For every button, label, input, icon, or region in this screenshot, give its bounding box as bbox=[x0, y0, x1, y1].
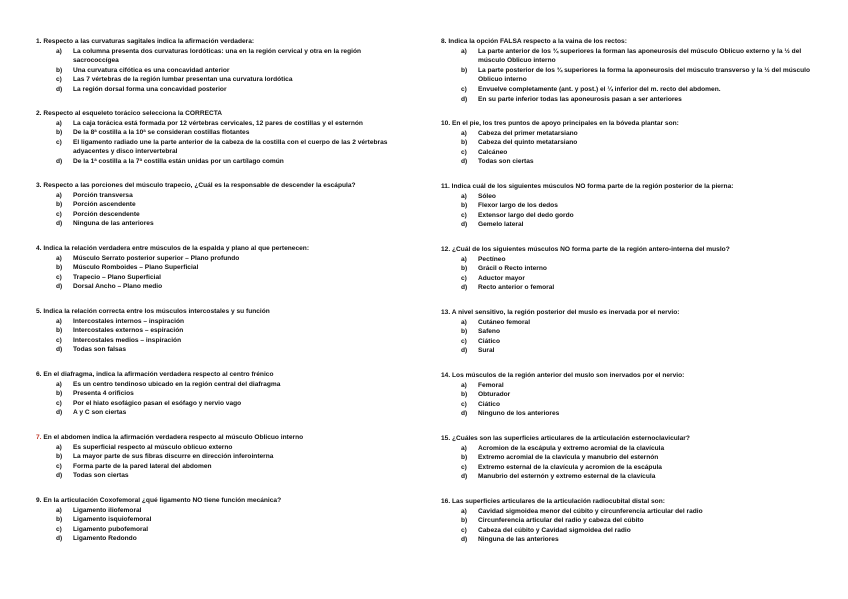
answer-option: d) Todas son ciertas bbox=[56, 472, 129, 480]
question-title: 10. En el pie, los tres puntos de apoyo principales en la bóveda plantar son: bbox=[441, 120, 679, 127]
answer-option: c) Calcáneo bbox=[461, 148, 508, 156]
question-text: Respecto al esqueleto torácico selecciona la CORRECTA bbox=[43, 110, 223, 117]
question-text: Respecto a las porciones del músculo trapecio, ¿Cuál es la responsable de descender la escápula? bbox=[43, 182, 356, 189]
answer-option: d) Dorsal Ancho – Plano medio bbox=[56, 283, 163, 291]
question-text: Respecto a las curvaturas sagitales indica la afirmación verdadera: bbox=[43, 38, 255, 45]
answer-option: b) Intercostales externos – espiración bbox=[56, 327, 184, 335]
answer-option: c) Aductor mayor bbox=[461, 274, 525, 282]
answer-option: c) Intercostales medios – inspiración bbox=[56, 336, 182, 344]
question-title: 14. Los músculos de la región anterior del muslo son inervados por el nervio: bbox=[441, 372, 685, 379]
answer-option: c) Cabeza del cúbito y Cavidad sigmoidea del radio bbox=[461, 526, 631, 534]
question-10 bbox=[441, 119, 819, 167]
answer-option: b) De la 8ª costilla a la 10ª se consideran costillas flotantes bbox=[56, 129, 250, 137]
answer-option: d) Todas son ciertas bbox=[461, 158, 534, 166]
answer-option: a) Músculo Serrato posterior superior – Plano profundo bbox=[56, 254, 240, 262]
question-title: 1. Respecto a las curvaturas sagitales indica la afirmación verdadera: bbox=[36, 38, 255, 45]
question-text: Indica la opción FALSA respecto a la vaina de los rectos: bbox=[448, 38, 627, 45]
answer-option: a) La caja torácica está formada por 12 vértebras cervicales, 12 pares de costillas y el esternón bbox=[56, 119, 363, 127]
answer-option: d) Ligamento Redondo bbox=[56, 535, 137, 543]
answer-option: b) Safeno bbox=[461, 328, 500, 336]
question-text: Indica la relación verdadera entre músculos de la espalda y plano al que pertenecen: bbox=[43, 245, 310, 252]
question-title: 7. En el abdomen indica la afirmación verdadera respecto al músculo Oblicuo interno bbox=[36, 434, 304, 441]
answer-option: b) Circunferencia articular del radio y cabeza del cúbito bbox=[461, 517, 644, 525]
question-text: Las superficies articulares de la articulación radiocubital distal son: bbox=[452, 498, 665, 505]
answer-option: b) Músculo Romboides – Plano Superficial bbox=[56, 264, 199, 272]
question-title: 3. Respecto a las porciones del músculo trapecio, ¿Cuál es la responsable de descender la escápula? bbox=[36, 182, 356, 189]
question-text: En el abdomen indica la afirmación verdadera respecto al músculo Oblicuo interno bbox=[43, 434, 304, 441]
question-15 bbox=[441, 434, 819, 482]
question-text: Indica cuál de los siguientes músculos NO forma parte de la región posterior de la pierna: bbox=[451, 183, 734, 190]
answer-option: b) Presenta 4 orificios bbox=[56, 390, 134, 398]
answer-option: a) Porción transversa bbox=[56, 191, 133, 199]
answer-option: a) La parte anterior de los ¾ superiores la forman las aponeurosis del músculo Oblicuo externo y la ½ del músculo Oblicuo interno bbox=[461, 47, 802, 65]
question-text: Los músculos de la región anterior del muslo son inervados por el nervio: bbox=[452, 372, 685, 379]
answer-option: d) En su parte inferior todas las aponeurosis pasan a ser anteriores bbox=[461, 95, 682, 103]
question-2 bbox=[36, 109, 408, 167]
answer-option: c) Extensor largo del dedo gordo bbox=[461, 211, 574, 219]
answer-option: d) La región dorsal forma una concavidad posterior bbox=[56, 85, 227, 93]
question-11 bbox=[441, 182, 819, 230]
answer-option: b) Extremo acromial de la clavícula y manubrio del esternón bbox=[461, 454, 659, 462]
answer-option: d) Ninguna de las anteriores bbox=[461, 536, 559, 544]
question-3 bbox=[36, 181, 408, 229]
answer-option: c) Trapecio – Plano Superficial bbox=[56, 273, 161, 281]
answer-option: a) Cutáneo femoral bbox=[461, 318, 531, 326]
answer-option: d) Ninguna de las anteriores bbox=[56, 220, 154, 228]
answer-option: b) Ligamento isquiofemoral bbox=[56, 516, 152, 524]
answer-option: c) El ligamento radiado une la parte anterior de la cabeza de la costilla con el cuerpo de las 2 vértebras adyacentes y disco intervertebral bbox=[56, 138, 388, 156]
answer-option: b) Una curvatura cifótica es una concavidad anterior bbox=[56, 66, 230, 74]
question-title: 16. Las superficies articulares de la articulación radiocubital distal son: bbox=[441, 498, 665, 505]
question-4 bbox=[36, 244, 408, 292]
question-14 bbox=[441, 371, 819, 419]
answer-option: d) De la 1ª costilla a la 7ª costilla están unidas por un cartílago común bbox=[56, 157, 284, 165]
question-title: 6. En el diafragma, indica la afirmación verdadera respecto al centro frénico bbox=[36, 371, 274, 378]
question-text: ¿Cuáles son las superficies articulares de la articulación esternoclavicular? bbox=[452, 435, 690, 442]
answer-option: d) Manubrio del esternón y extremo esternal de la clavícula bbox=[461, 473, 656, 481]
answer-option: a) Sóleo bbox=[461, 192, 496, 200]
answer-option: b) La parte posterior de los ¾ superiores la forma la aponeurosis del músculo transverso y la ½ del músculo Oblicuo interno bbox=[461, 66, 810, 84]
answer-option: d) Ninguno de los anteriores bbox=[461, 410, 560, 418]
answer-option: c) Ligamento pubofemoral bbox=[56, 525, 149, 533]
answer-option: c) Las 7 vértebras de la región lumbar presentan una curvatura lordótica bbox=[56, 76, 293, 84]
answer-option: d) A y C son ciertas bbox=[56, 409, 127, 417]
question-title: 2. Respecto al esqueleto torácico selecciona la CORRECTA bbox=[36, 110, 223, 117]
question-title: 11. Indica cuál de los siguientes músculos NO forma parte de la región posterior de la pierna: bbox=[441, 183, 734, 190]
answer-option: d) Todas son falsas bbox=[56, 346, 127, 354]
question-title: 4. Indica la relación verdadera entre músculos de la espalda y plano al que pertenecen: bbox=[36, 245, 310, 252]
question-title: 13. A nivel sensitivo, la región posterior del muslo es inervada por el nervio: bbox=[441, 309, 680, 316]
answer-option: c) Porción descendente bbox=[56, 210, 140, 218]
question-5 bbox=[36, 307, 408, 355]
answer-option: a) Cabeza del primer metatarsiano bbox=[461, 129, 578, 137]
question-8 bbox=[441, 37, 819, 104]
answer-option: a) Intercostales internos – inspiración bbox=[56, 317, 185, 325]
question-7 bbox=[36, 433, 408, 481]
question-title: 8. Indica la opción FALSA respecto a la vaina de los rectos: bbox=[441, 38, 627, 45]
answer-option: a) Femoral bbox=[461, 381, 504, 389]
answer-option: a) La columna presenta dos curvaturas lordóticas: una en la región cervical y otra en la región sacrococcígea bbox=[56, 47, 362, 65]
question-text: Indica la relación correcta entre los músculos intercostales y su función bbox=[43, 308, 270, 315]
question-1 bbox=[36, 37, 408, 95]
question-13 bbox=[441, 308, 819, 356]
question-title: 15. ¿Cuáles son las superficies articulares de la articulación esternoclavicular? bbox=[441, 435, 690, 442]
question-title: 9. En la articulación Coxofemoral ¿qué ligamento NO tiene función mecánica? bbox=[36, 497, 282, 504]
answer-option: b) Cabeza del quinto metatarsiano bbox=[461, 139, 578, 147]
answer-option: b) Porción ascendente bbox=[56, 201, 136, 209]
answer-option: c) Envuelve completamente (ant. y post.) el ¼ inferior del m. recto del abdomen. bbox=[461, 85, 721, 93]
answer-option: b) La mayor parte de sus fibras discurre en dirección inferointerna bbox=[56, 453, 274, 461]
question-title: 5. Indica la relación correcta entre los músculos intercostales y su función bbox=[36, 308, 270, 315]
answer-option: a) Ligamento iliofemoral bbox=[56, 506, 142, 514]
answer-option: b) Obturador bbox=[461, 391, 511, 399]
answer-option: a) Cavidad sigmoidea menor del cúbito y circunferencia articular del radio bbox=[461, 507, 703, 515]
answer-option: a) Acromion de la escápula y extremo acromial de la clavícula bbox=[461, 444, 665, 452]
question-9 bbox=[36, 496, 408, 544]
answer-option: d) Gemelo lateral bbox=[461, 221, 524, 229]
question-text: A nivel sensitivo, la región posterior del muslo es inervada por el nervio: bbox=[451, 309, 680, 316]
answer-option: c) Extremo esternal de la clavícula y acromion de la escápula bbox=[461, 463, 662, 471]
answer-option: b) Grácil o Recto interno bbox=[461, 265, 547, 273]
answer-option: b) Flexor largo de los dedos bbox=[461, 202, 558, 210]
answer-option: a) Es un centro tendinoso ubicado en la región central del diafragma bbox=[56, 380, 281, 388]
answer-option: a) Pectíneo bbox=[461, 255, 506, 263]
question-6 bbox=[36, 370, 408, 418]
question-title: 12. ¿Cuál de los siguientes músculos NO forma parte de la región antero-interna del muslo? bbox=[441, 246, 730, 253]
answer-option: c) Ciático bbox=[461, 400, 500, 408]
answer-option: c) Forma parte de la pared lateral del abdomen bbox=[56, 462, 212, 470]
question-text: En el pie, los tres puntos de apoyo principales en la bóveda plantar son: bbox=[452, 120, 679, 127]
answer-option: c) Por el hiato esofágico pasan el esófago y nervio vago bbox=[56, 399, 242, 407]
question-text: En la articulación Coxofemoral ¿qué ligamento NO tiene función mecánica? bbox=[43, 497, 282, 504]
question-text: En el diafragma, indica la afirmación verdadera respecto al centro frénico bbox=[43, 371, 274, 378]
answer-option: d) Recto anterior o femoral bbox=[461, 284, 555, 292]
answer-option: c) Ciático bbox=[461, 337, 500, 345]
answer-option: d) Sural bbox=[461, 347, 495, 355]
question-12 bbox=[441, 245, 819, 293]
answer-option: a) Es superficial respecto al músculo oblicuo externo bbox=[56, 443, 233, 451]
question-text: ¿Cuál de los siguientes músculos NO forma parte de la región antero-interna del muslo? bbox=[452, 246, 730, 253]
question-16 bbox=[441, 497, 819, 545]
